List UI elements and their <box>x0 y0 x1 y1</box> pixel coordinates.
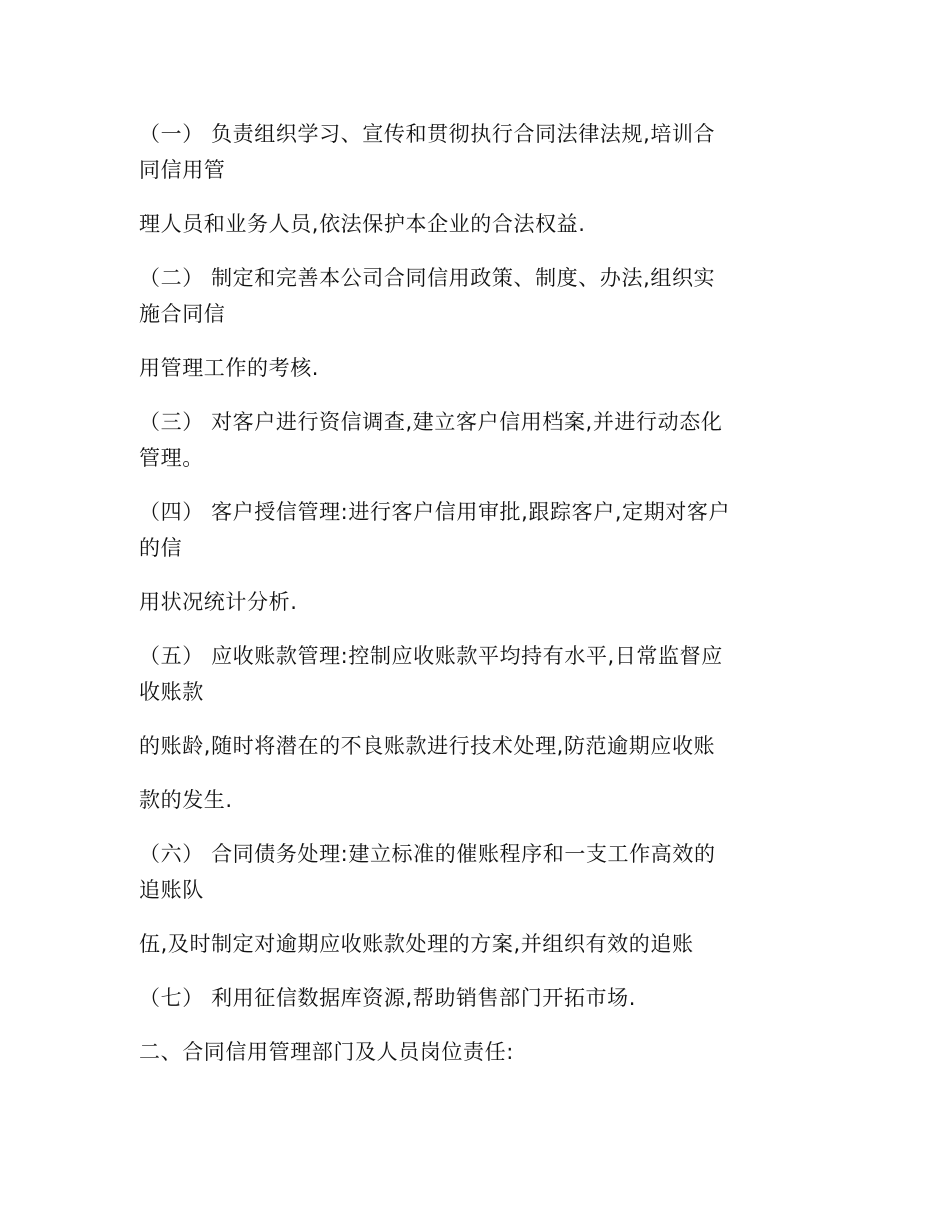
paragraph-12 <box>139 926 819 962</box>
text-line: 的账龄,随时将潜在的不良账款进行技术处理,防范逾期应收账 <box>139 734 716 758</box>
paragraph-13 <box>139 980 819 1016</box>
paragraph-4 <box>139 350 819 386</box>
paragraph-1 <box>139 116 819 188</box>
paragraph-10 <box>139 782 819 818</box>
paragraph-5 <box>139 404 819 476</box>
text-line: （六） 合同债务处理:建立标准的催账程序和一支工作高效的 <box>139 842 716 866</box>
paragraph-7 <box>139 584 819 620</box>
paragraph-9 <box>139 728 819 764</box>
text-line: 追账队 <box>139 878 204 902</box>
text-line: （一） 负责组织学习、宣传和贯彻执行合同法律法规,培训合 <box>139 122 716 146</box>
text-line: （五） 应收账款管理:控制应收账款平均持有水平,日常监督应 <box>139 644 723 668</box>
text-line: （七） 利用征信数据库资源,帮助销售部门开拓市场. <box>139 986 637 1010</box>
text-line: 同信用管 <box>139 158 226 182</box>
text-line: 施合同信 <box>139 302 226 326</box>
text-line: 用状况统计分析. <box>139 590 298 614</box>
text-line: 伍,及时制定对逾期应收账款处理的方案,并组织有效的追账 <box>139 932 694 956</box>
text-line: （四） 客户授信管理:进行客户信用审批,跟踪客户,定期对客户 <box>139 500 731 524</box>
text-line: 理人员和业务人员,依法保护本企业的合法权益. <box>139 212 586 236</box>
text-line: （三） 对客户进行资信调查,建立客户信用档案,并进行动态化 <box>139 410 723 434</box>
text-line: 二、合同信用管理部门及人员岗位责任: <box>139 1040 514 1064</box>
text-line: 管理。 <box>139 446 204 470</box>
text-line: 用管理工作的考核. <box>139 356 320 380</box>
text-line: 款的发生. <box>139 788 233 812</box>
text-line: 收账款 <box>139 680 204 704</box>
paragraph-6 <box>139 494 819 566</box>
paragraph-11 <box>139 836 819 908</box>
paragraph-2 <box>139 206 819 242</box>
text-line: 的信 <box>139 536 183 560</box>
paragraph-14 <box>139 1034 819 1070</box>
text-line: （二） 制定和完善本公司合同信用政策、制度、办法,组织实 <box>139 266 716 290</box>
paragraph-8 <box>139 638 819 710</box>
paragraph-3 <box>139 260 819 332</box>
document-body <box>139 116 819 1070</box>
